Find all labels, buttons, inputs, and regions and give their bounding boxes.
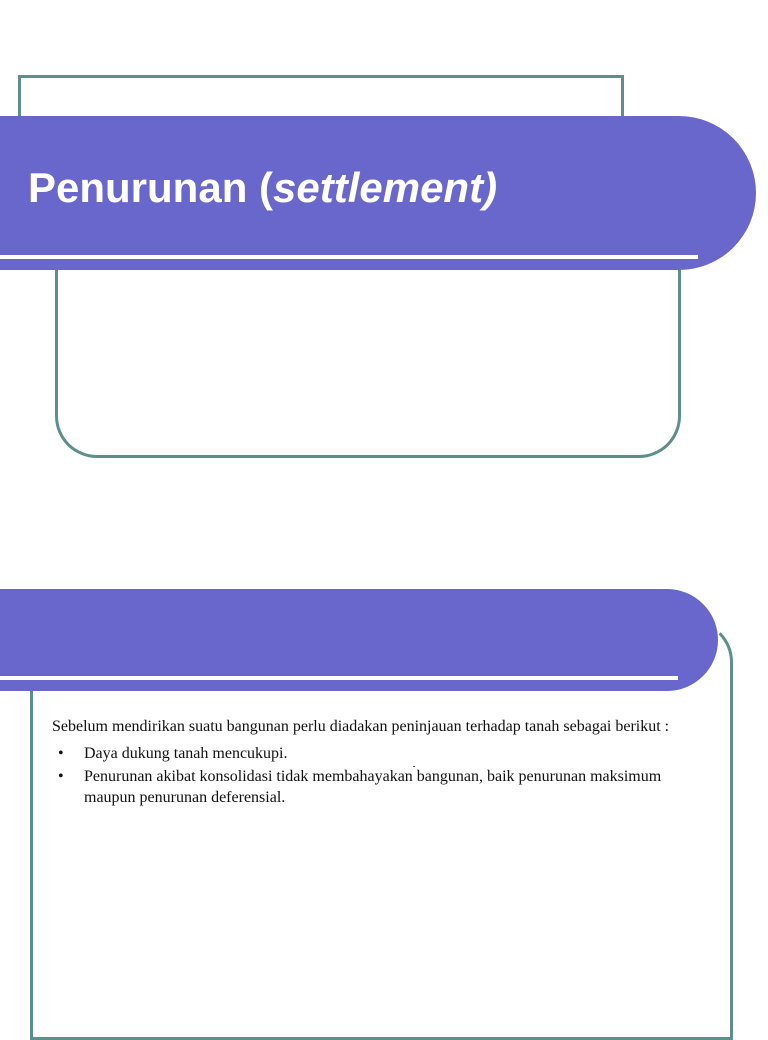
scan-speck: [413, 766, 415, 767]
slide-1-frame-body: [55, 240, 681, 458]
list-item: • Daya dukung tanah mencukupi.: [52, 743, 692, 764]
title-main-text: Penurunan (: [28, 164, 274, 211]
slide-2-banner-rule: [0, 676, 678, 680]
title-italic-text: settlement): [273, 164, 498, 211]
list-item: • Penurunan akibat konsolidasi tidak membahayakan bangunan, baik penurunan maksimum maupun penurunan deferensial.: [52, 766, 692, 808]
slide-1-title: [28, 164, 497, 212]
scanned-text-block: [52, 716, 692, 810]
requirements-list: [52, 743, 692, 808]
slide-1-banner-rule: [0, 255, 698, 259]
intro-paragraph: Sebelum mendirikan suatu bangunan perlu diadakan peninjauan terhadap tanah sebagai berikut :: [52, 718, 670, 735]
